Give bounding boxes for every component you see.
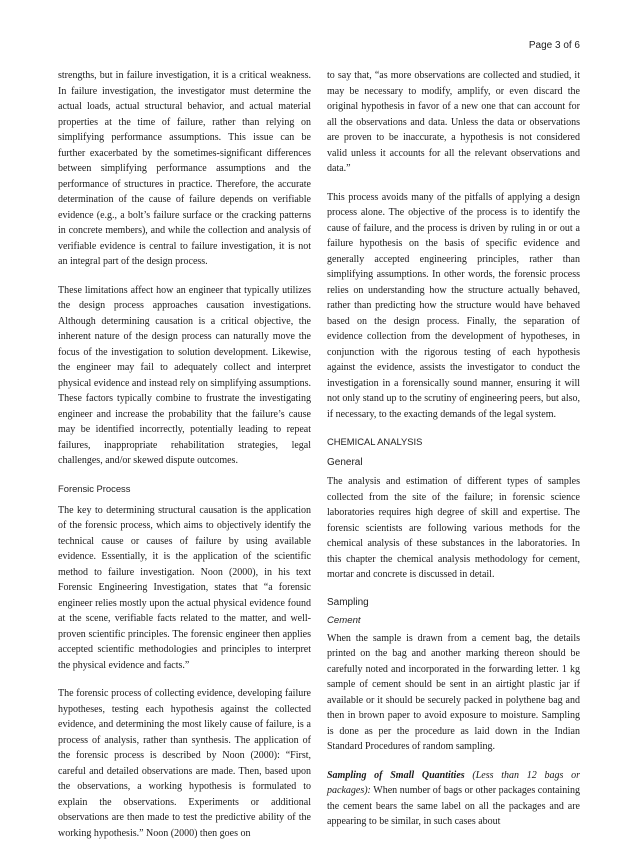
lead-bold-italic: Sampling of Small Quantities bbox=[327, 769, 465, 781]
paragraph: strengths, but in failure investigation, it is a critical weakness. In failure investigation, the investigator must determine the actual loads, actual structural behavior, and actual material properties at the time of failure, rather than relying on simplifying performance assumptions. This issue can be further exacerbated by the sometimes-significant differences between simplifying performance assumptions and the performance of structures in practice. Therefore, the accurate determination of the cause of failure depends on verifiable evidence (e.g., a bolt’s failure surface or the cracking patterns in concrete members), and while the collection and analysis of verifiable evidence is central to failure investigation, it is not an integral part of the design process. bbox=[58, 70, 311, 267]
paragraph: This process avoids many of the pitfalls of applying a design process alone. The objective of the process is to identify the cause of failure, and the process is driven by ruling in or out a failure hypothesis on the basis of specific evidence and generally accepted engineering principles, rather than simplifying assumptions. In other words, the forensic process relies on understanding how the structure actually behaved, rather than predicting how the structure would have behaved based on the design process. Finally, the separation of evidence collection from the development of hypotheses, in conjunction with the rigorous testing of each hypothesis against the evidence, assists the investigator to conduct the investigation in a forensically sound manner, ensuring it will not only stand up to the scrutiny of engineering peers, but also, if necessary, to the exacting demands of the legal system. bbox=[327, 191, 580, 420]
section-heading-forensic-process: Forensic Process bbox=[58, 482, 131, 494]
section-heading-chemical-analysis: CHEMICAL ANALYSIS bbox=[327, 436, 423, 447]
paragraph: These limitations affect how an engineer that typically utilizes the design process approaches causation investigations. Although determining causation is a critical objective, the inherent nature of the design process can naturally move the focus of the investigation to solution development. Likewise, the engineer may fail to adequately collect and interpret physical evidence and instead rely on simplifying assumptions. These factors typically combine to frustrate the investigating engineer and increase the probability that the failure’s cause may be identified incorrectly, potentially leading to repeat failures, inappropriate rehabilitation strategies, legal challenges, and/or skewed dispute outcomes. bbox=[58, 284, 311, 466]
left-column bbox=[58, 68, 311, 854]
paragraph: The forensic process of collecting evidence, developing failure hypotheses, testing each hypothesis against the collected evidence, and determining the most likely cause of failure, is a process of analysis, rather than synthesis. The application of the forensic process is described by Noon (2000): “First, careful and detailed observations are made. Then, based upon the observations, a working hypothesis is formulated to explain the observations. Experiments or additional observations are then made to test the predictive ability of the working hypothesis.” Noon (2000) then goes on bbox=[58, 688, 311, 839]
page-number: Page 3 of 6 bbox=[528, 40, 580, 51]
subheading-sampling: Sampling bbox=[327, 596, 369, 608]
paragraph: The analysis and estimation of different types of samples collected from the site of the failure; in forensic science laboratories requires high degree of skill and expertise. The forensic scientists are following various methods for the chemical analysis of these substances in the laboratories. In this chapter the chemical analysis methodology for cement, mortar and concrete is discussed in detail. bbox=[327, 476, 580, 580]
right-column bbox=[327, 68, 580, 843]
paragraph-text: When number of bags or other packages containing the cement bears the same label on all the packages and are appearing to be similar, in such cases about bbox=[327, 785, 580, 827]
paragraph: to say that, “as more observations are collected and studied, it may be necessary to modify, amplify, or even discard the original hypothesis in favor of a new one that can account for all the observations and data. Unless the data or observations are proven to be inaccurate, a hypothesis is not considered valid unless it accounts for all the relevant observations and data.” bbox=[327, 70, 580, 174]
paragraph-sampling-small-quantities bbox=[327, 768, 580, 830]
subheading-cement: Cement bbox=[327, 614, 361, 626]
paragraph: When the sample is drawn from a cement bag, the details printed on the bag and another marking thereon should be carefully noted and incorporated in the forwarding letter. 1 kg sample of cement should be sent in an airtight plastic jar if available or it should be securely packed in polythene bag and then in brown paper to avoid exposure to moisture. Sampling is done as per the procedure as laid down in the Indian Standard Procedures of random sampling. bbox=[327, 632, 580, 752]
subheading-general: General bbox=[327, 457, 363, 468]
paragraph: The key to determining structural causation is the application of the forensic process, which aims to objectively identify the technical cause or causes of failure by using available evidence. Essentially, it is the application of the scientific method to failure investigation. Noon (2000), in his text Forensic Engineering Investigation, states that “a forensic engineer relies mostly upon the actual physical evidence found at the scene, verifiable facts related to the matter, and well-proven scientific principles. The forensic engineer then applies accepted scientific methodologies and principles to interpret the physical evidence and facts.” bbox=[58, 504, 311, 671]
lead-italic: (Less than 12 bags or packages): bbox=[327, 769, 580, 796]
